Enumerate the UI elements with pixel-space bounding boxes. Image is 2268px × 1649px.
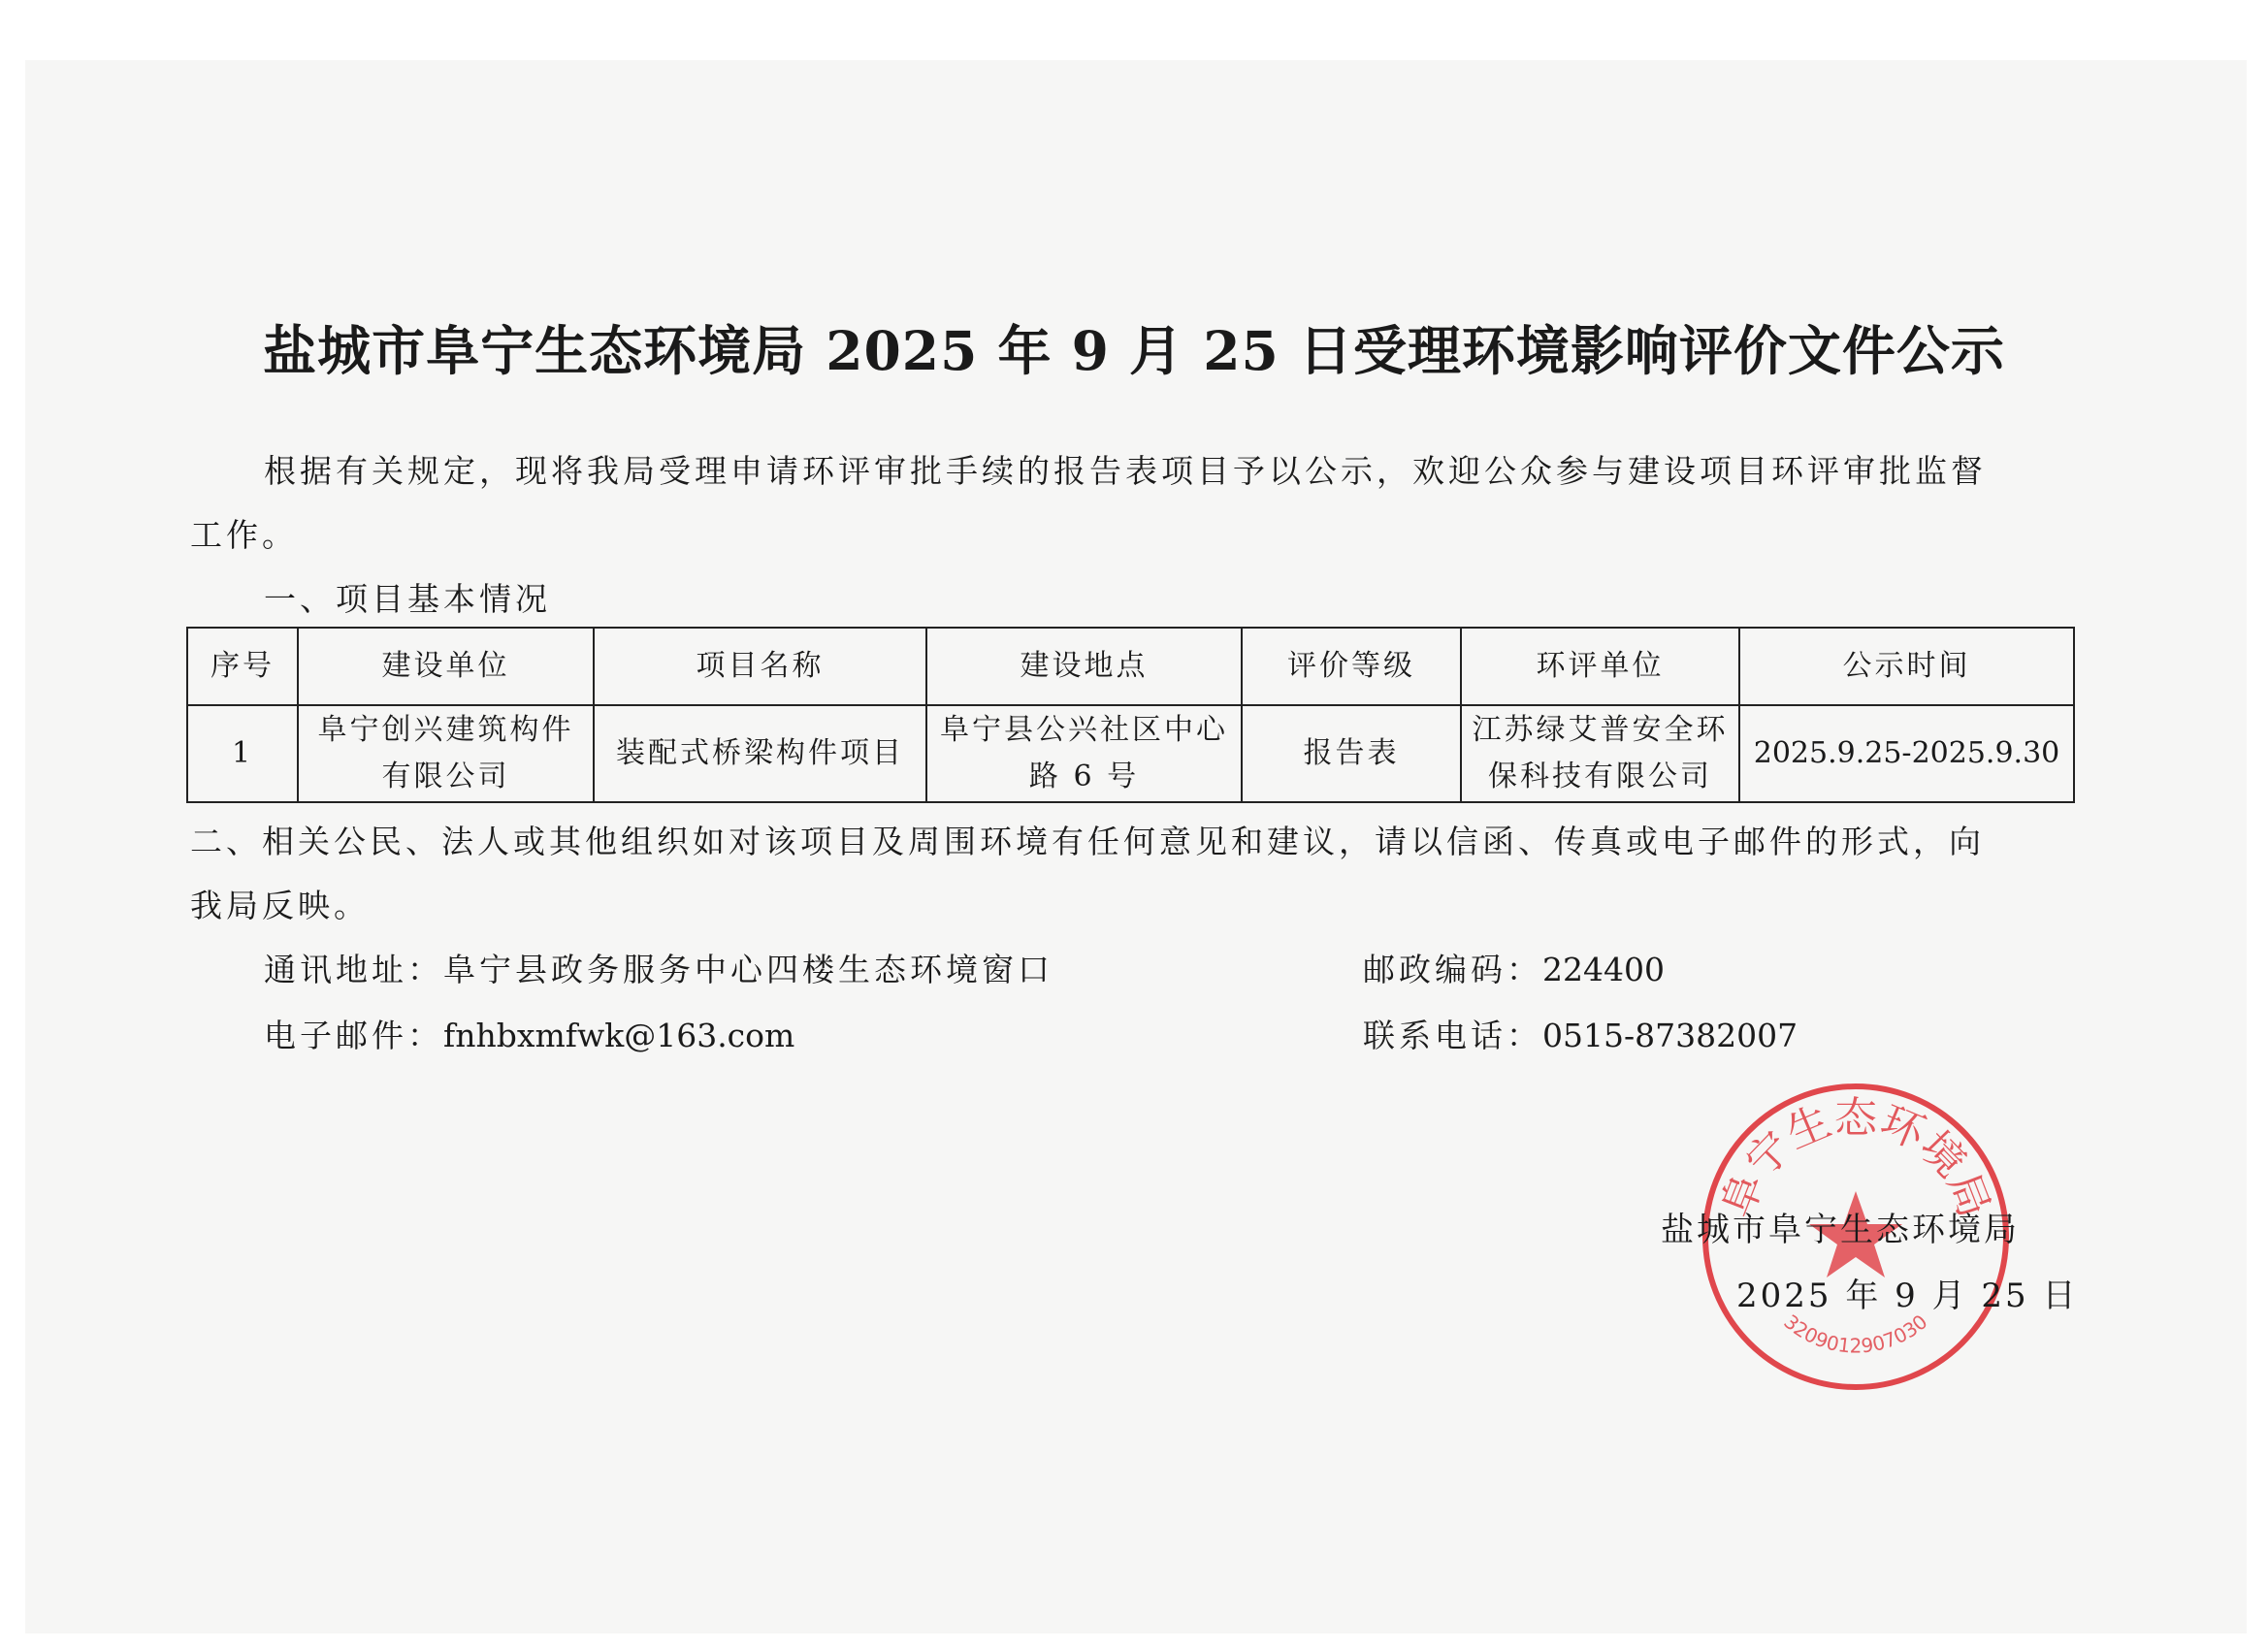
seal-text: 阜宁生态环境局 — [1712, 1093, 1999, 1224]
address-label: 通讯地址： — [264, 951, 443, 988]
postcode-row — [1363, 951, 1665, 989]
address-row — [264, 951, 1053, 989]
section2-line2: 我局反映。 — [190, 887, 370, 924]
email-label: 电子邮件： — [264, 1017, 443, 1054]
header-name: 项目名称 — [594, 628, 926, 705]
intro-paragraph-line1: 根据有关规定，现将我局受理申请环评审批手续的报告表项目予以公示，欢迎公众参与建设项目环评审批监督 — [264, 452, 1987, 490]
section2-line1: 二、相关公民、法人或其他组织如对该项目及周围环境有任何意见和建议，请以信函、传真或电子邮件的形式，向 — [190, 823, 1985, 860]
header-eia-unit: 环评单位 — [1461, 628, 1739, 705]
document-title: 盐城市阜宁生态环境局 2025 年 9 月 25 日受理环境影响评价文件公示 — [263, 319, 2005, 382]
postcode-label: 邮政编码： — [1363, 951, 1542, 988]
header-location: 建设地点 — [926, 628, 1242, 705]
postcode-value: 224400 — [1542, 951, 1665, 988]
email-row — [264, 1017, 794, 1055]
email-value: fnhbxmfwk@163.com — [443, 1017, 795, 1054]
cell-eia-unit: 江苏绿艾普安全环保科技有限公司 — [1461, 705, 1739, 802]
section1-heading: 一、项目基本情况 — [264, 580, 551, 618]
cell-grade: 报告表 — [1242, 705, 1461, 802]
cell-location: 阜宁县公兴社区中心路 6 号 — [926, 705, 1242, 802]
phone-value: 0515-87382007 — [1542, 1017, 1798, 1054]
phone-label: 联系电话： — [1363, 1017, 1542, 1054]
table-row — [187, 705, 2074, 802]
header-period: 公示时间 — [1739, 628, 2074, 705]
table-header-row — [187, 628, 2074, 705]
cell-seq: 1 — [187, 705, 298, 802]
header-unit: 建设单位 — [298, 628, 594, 705]
address-value: 阜宁县政务服务中心四楼生态环境窗口 — [443, 951, 1053, 988]
cell-unit: 阜宁创兴建筑构件有限公司 — [298, 705, 594, 802]
cell-period: 2025.9.25-2025.9.30 — [1739, 705, 2074, 802]
header-seq: 序号 — [187, 628, 298, 705]
seal-code: 3209012907030 — [1779, 1310, 1932, 1358]
header-grade: 评价等级 — [1242, 628, 1461, 705]
phone-row — [1363, 1017, 1798, 1055]
signature-org: 盐城市阜宁生态环境局 — [1661, 1211, 2020, 1249]
signature-date: 2025 年 9 月 25 日 — [1736, 1277, 2079, 1315]
intro-paragraph-line2: 工作。 — [190, 516, 298, 554]
project-table — [186, 627, 2075, 803]
cell-name: 装配式桥梁构件项目 — [594, 705, 926, 802]
